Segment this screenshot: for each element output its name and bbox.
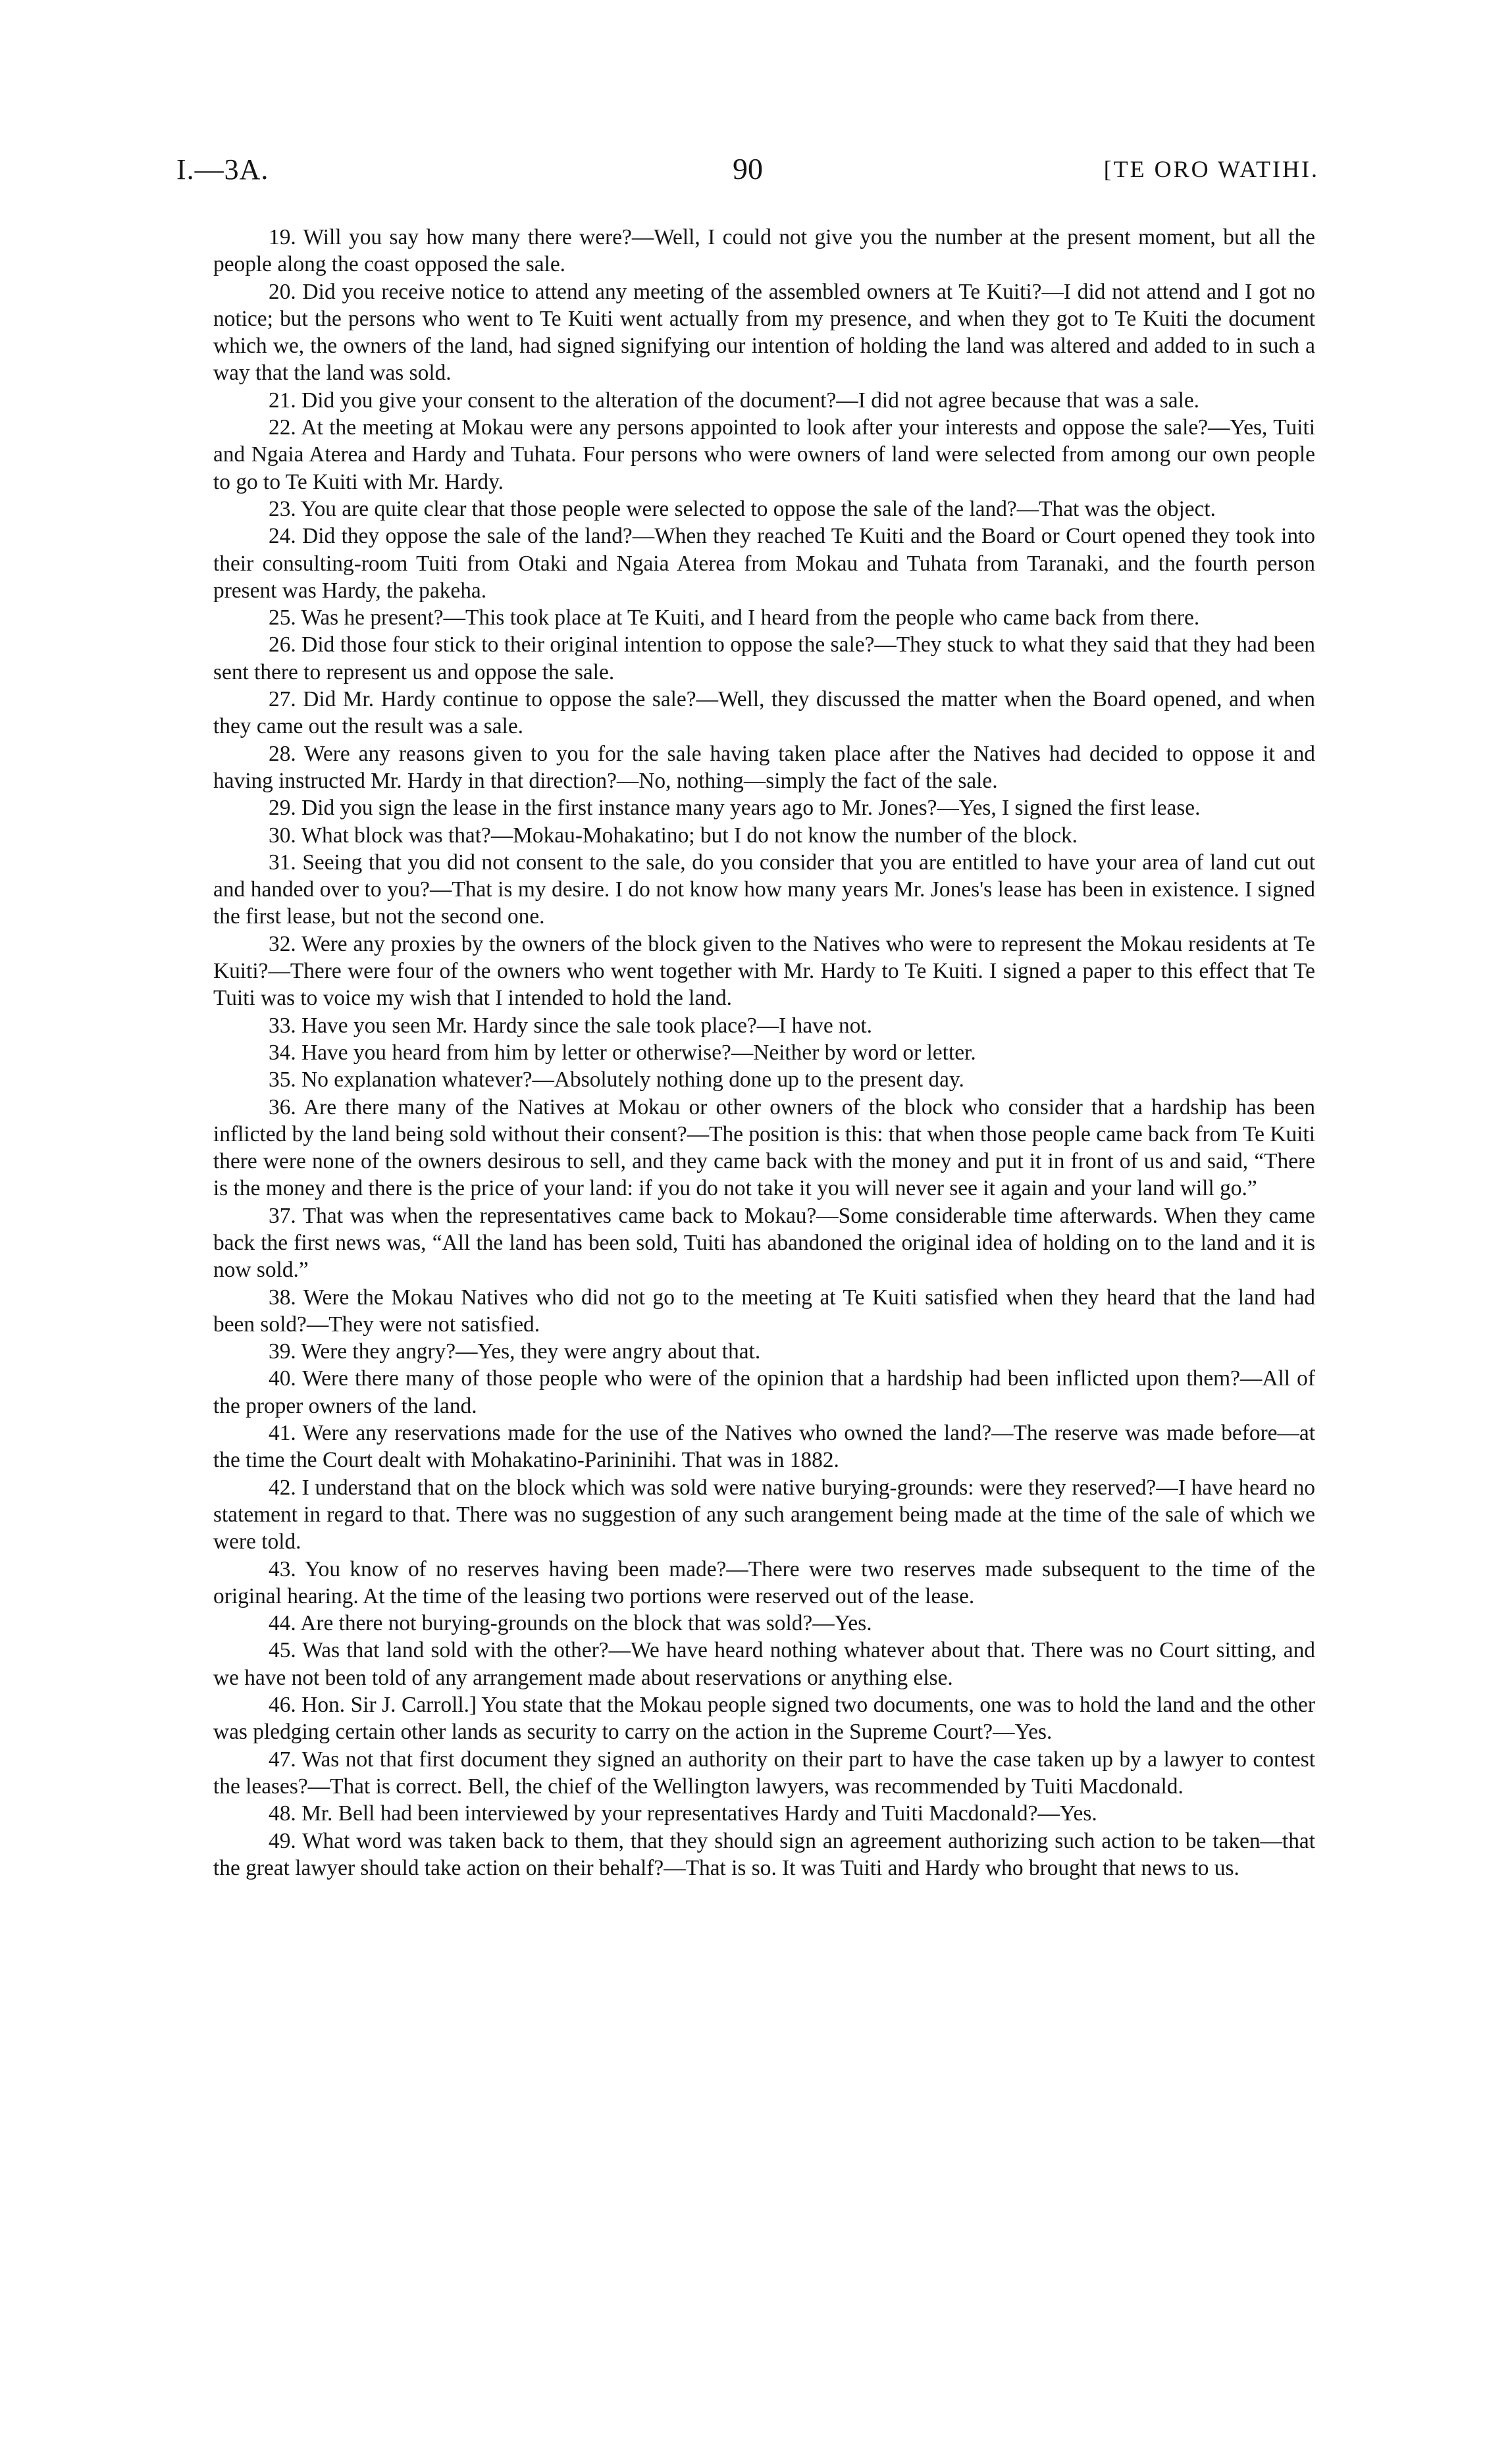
paragraph: 46. Hon. Sir J. Carroll.] You state that the Mokau people signed two documents, one was to hold the land and the other was pledging certain other lands as security to carry on the action in the Supreme Court?—Yes. bbox=[213, 1693, 1315, 1745]
paragraph: 33. Have you seen Mr. Hardy since the sale took place?—I have not. bbox=[269, 1013, 873, 1038]
paragraph: 41. Were any reservations made for the use of the Natives who owned the land?—The reserve was made before—at the time the Court dealt with Mohakatino-Parininihi. That was in 1882. bbox=[213, 1421, 1315, 1473]
paragraph: 37. That was when the representatives came back to Mokau?—Some considerable time afterwards. When they came back the first news was, “All the land has been sold, Tuiti has abandoned the original idea of holding on to the land and it is now sold.” bbox=[213, 1203, 1315, 1283]
paragraph: 40. Were there many of those people who were of the opinion that a hardship had been inflicted upon them?—All of the proper owners of the land. bbox=[213, 1366, 1315, 1418]
document-body bbox=[213, 224, 1315, 1882]
page-number: 90 bbox=[733, 152, 763, 186]
paragraph: 27. Did Mr. Hardy continue to oppose the sale?—Well, they discussed the matter when the Board opened, and when they came out the result was a sale. bbox=[213, 687, 1315, 739]
paragraph: 44. Are there not burying-grounds on the block that was sold?—Yes. bbox=[269, 1611, 872, 1636]
paragraph: 23. You are quite clear that those people were selected to oppose the sale of the land?—That was the object. bbox=[269, 496, 1216, 521]
paragraph: 29. Did you sign the lease in the first instance many years ago to Mr. Jones?—Yes, I signed the first lease. bbox=[269, 796, 1201, 821]
paragraph: 20. Did you receive notice to attend any meeting of the assembled owners at Te Kuiti?—I did not attend and I got no notice; but the persons who went to Te Kuiti went actually from my presence, and when they got to Te Kuiti the document which we, the owners of the land, had signed signifying our intention of holding the land was altered and added to in such a way that the land was sold. bbox=[213, 279, 1315, 386]
paragraph: 49. What word was taken back to them, that they should sign an agreement authorizing such action to be taken—that the great lawyer should take action on their behalf?—That is so. It was Tuiti and Hardy who brought that news to us. bbox=[213, 1828, 1315, 1880]
paragraph: 30. What block was that?—Mokau-Mohakatino; but I do not know the number of the block. bbox=[269, 823, 1078, 848]
paragraph: 22. At the meeting at Mokau were any persons appointed to look after your interests and oppose the sale?—Yes, Tuiti and Ngaia Aterea and Hardy and Tuhata. Four persons who were owners of land were selected from among our own people to go to Te Kuiti with Mr. Hardy. bbox=[213, 415, 1315, 494]
page-header bbox=[176, 153, 1319, 199]
paragraph: 36. Are there many of the Natives at Mokau or other owners of the block who consider that a hardship has been inflicted by the land being sold without their consent?—The position is this: that when those people came back from Te Kuiti there were none of the owners desirous to sell, and they came back with the money and put it in front of us and said, “There is the money and there is the price of your land: if you do not take it you will never see it again and your land will go.” bbox=[213, 1094, 1315, 1201]
paragraph: 38. Were the Mokau Natives who did not go to the meeting at Te Kuiti satisfied when they heard that the land had been sold?—They were not satisfied. bbox=[213, 1285, 1315, 1337]
paragraph: 19. Will you say how many there were?—Well, I could not give you the number at the present moment, but all the people along the coast opposed the sale. bbox=[213, 225, 1315, 277]
paragraph: 48. Mr. Bell had been interviewed by your representatives Hardy and Tuiti Macdonald?—Yes. bbox=[269, 1801, 1097, 1826]
paragraph: 26. Did those four stick to their original intention to oppose the sale?—They stuck to what they said that they had been sent there to represent us and oppose the sale. bbox=[213, 632, 1315, 684]
paragraph: 32. Were any proxies by the owners of the block given to the Natives who were to represent the Mokau residents at Te Kuiti?—There were four of the owners who went together with Mr. Hardy to Te Kuiti. I signed a paper to this effect that Te Tuiti was to voice my wish that I intended to hold the land. bbox=[213, 931, 1315, 1011]
paragraph: 47. Was not that first document they signed an authority on their part to have the case taken up by a lawyer to contest the leases?—That is correct. Bell, the chief of the Wellington lawyers, was recommended by Tuiti Macdonald. bbox=[213, 1747, 1315, 1799]
paragraph: 45. Was that land sold with the other?—We have heard nothing whatever about that. There was no Court sitting, and we have not been told of any arrangement made about reservations or anything else. bbox=[213, 1638, 1315, 1690]
paragraph: 21. Did you give your consent to the alteration of the document?—I did not agree because that was a sale. bbox=[269, 388, 1200, 413]
paragraph: 43. You know of no reserves having been made?—There were two reserves made subsequent to the time of the original hearing. At the time of the leasing two portions were reserved out of the lease. bbox=[213, 1556, 1315, 1608]
paragraph: 31. Seeing that you did not consent to the sale, do you consider that you are entitled to have your area of land cut out and handed over to you?—That is my desire. I do not know how many years Mr. Jones's lease has been in existence. I signed the first lease, but not the second one. bbox=[213, 850, 1315, 929]
paragraph: 39. Were they angry?—Yes, they were angry about that. bbox=[269, 1339, 761, 1364]
paragraph: 42. I understand that on the block which was sold were native burying-grounds: were they reserved?—I have heard no statement in regard to that. There was no suggestion of any such arangement being made at the time of the sale of which we were told. bbox=[213, 1475, 1315, 1554]
running-title: [TE ORO WATIHI. bbox=[1103, 156, 1319, 182]
paragraph: 24. Did they oppose the sale of the land?—When they reached Te Kuiti and the Board or Court opened they took into their consulting-room Tuiti from Otaki and Ngaia Aterea from Mokau and Tuhata from Taranaki, and the fourth person present was Hardy, the pakeha. bbox=[213, 524, 1315, 603]
paragraph: 35. No explanation whatever?—Absolutely nothing done up to the present day. bbox=[269, 1067, 964, 1092]
paragraph: 25. Was he present?—This took place at Te Kuiti, and I heard from the people who came back from there. bbox=[269, 605, 1200, 630]
document-reference: I.—3A. bbox=[176, 153, 269, 186]
paragraph: 28. Were any reasons given to you for the sale having taken place after the Natives had decided to oppose it and having instructed Mr. Hardy in that direction?—No, nothing—simply the fact of the sale. bbox=[213, 741, 1315, 793]
paragraph: 34. Have you heard from him by letter or otherwise?—Neither by word or letter. bbox=[269, 1040, 976, 1065]
